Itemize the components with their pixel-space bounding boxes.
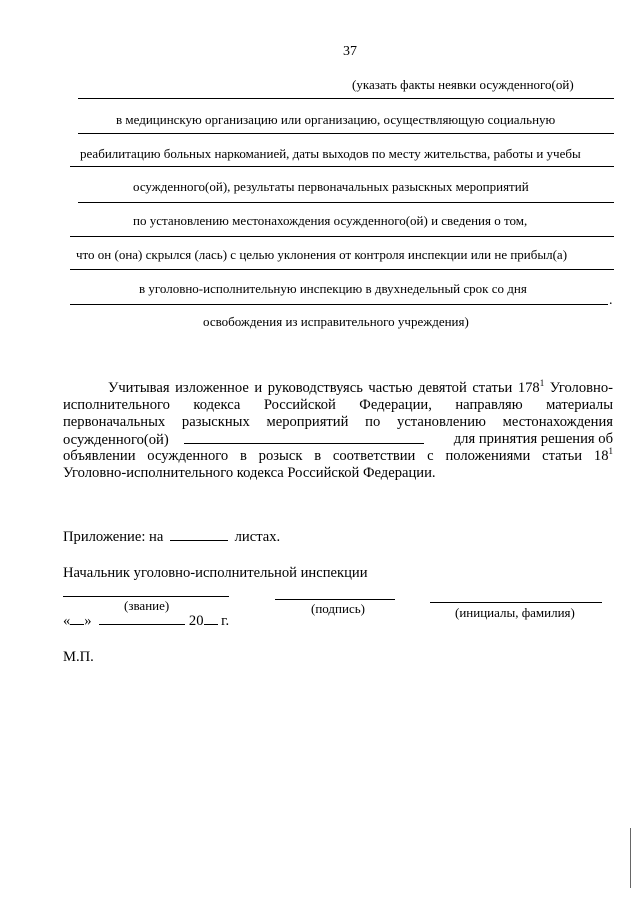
fill-line-7 — [70, 304, 608, 305]
stamp-label: М.П. — [63, 649, 94, 665]
fill-line-6 — [70, 269, 614, 270]
fill-line-1 — [78, 98, 614, 99]
year-prefix: 20 — [188, 613, 204, 629]
paragraph-line-1 — [108, 380, 613, 397]
date-open-quote: « — [63, 613, 71, 629]
attachment-suffix: листах. — [234, 529, 281, 545]
convict-name-field[interactable] — [184, 431, 424, 444]
date-line — [63, 612, 229, 630]
article-superscript-2: 1 — [608, 446, 613, 457]
paragraph-line-6: Уголовно-исполнительного кодекса Российской Федерации. — [63, 465, 436, 481]
instruction-line-6: что он (она) скрылся (лась) с целью уклонения от контроля инспекции или не прибыл(а) — [76, 247, 568, 262]
day-field[interactable] — [70, 612, 84, 625]
instruction-line-2: в медицинскую организацию или организацию, осуществляющую социальную — [116, 112, 556, 127]
fill-line-3 — [70, 166, 614, 167]
rank-field[interactable] — [63, 596, 229, 597]
page-number: 37 — [343, 44, 357, 59]
article-superscript: 1 — [539, 378, 545, 389]
signature-field[interactable] — [275, 599, 395, 600]
paragraph-line-1-tail: Уголовно- — [544, 380, 613, 396]
instruction-line-3: реабилитацию больных наркоманией, даты выходов по месту жительства, работы и учебы — [80, 146, 581, 161]
paragraph-line-1-text: Учитывая изложенное и руководствуясь частью девятой статьи 178 — [108, 380, 540, 396]
paragraph-line-3: первоначальных разыскных мероприятий по установлению местонахождения — [63, 414, 613, 430]
paragraph-line-4-end: для принятия решения об — [453, 431, 613, 447]
rank-label: (звание) — [124, 598, 170, 613]
fill-line-4 — [78, 202, 614, 203]
name-field[interactable] — [430, 602, 602, 603]
attachment-line — [63, 528, 280, 546]
instruction-line-1: (указать факты неявки осужденного(ой) — [352, 77, 574, 92]
name-label: (инициалы, фамилия) — [455, 605, 575, 620]
year-suffix: г. — [221, 613, 230, 629]
date-close-quote: » — [84, 613, 92, 629]
end-mark: . — [609, 293, 613, 308]
attachment-prefix: Приложение: на — [63, 529, 164, 545]
paragraph-line-5-text: объявлении осужденного в розыск в соответствии с положениями статьи 18 — [63, 448, 609, 464]
signature-label: (подпись) — [311, 601, 365, 616]
signature-title: Начальник уголовно-исполнительной инспекции — [63, 565, 368, 581]
fill-line-2 — [78, 133, 614, 134]
paragraph-line-4 — [63, 431, 613, 449]
fill-line-5 — [70, 236, 614, 237]
instruction-line-8: освобождения из исправительного учреждения) — [203, 314, 469, 329]
month-field[interactable] — [99, 612, 185, 625]
paragraph-line-5 — [63, 448, 613, 465]
year-field[interactable] — [204, 612, 218, 625]
instruction-line-4: осужденного(ой), результаты первоначальных разыскных мероприятий — [133, 179, 529, 194]
sheet-count-field[interactable] — [170, 528, 228, 541]
paragraph-line-4-start: осужденного(ой) — [63, 432, 169, 448]
paragraph-line-2: исполнительного кодекса Российской Федерации, направляю материалы — [63, 397, 613, 413]
scan-artifact — [630, 828, 631, 888]
instruction-line-5: по установлению местонахождения осужденного(ой) и сведения о том, — [133, 213, 528, 228]
instruction-line-7: в уголовно-исполнительную инспекцию в двухнедельный срок со дня — [139, 281, 527, 296]
